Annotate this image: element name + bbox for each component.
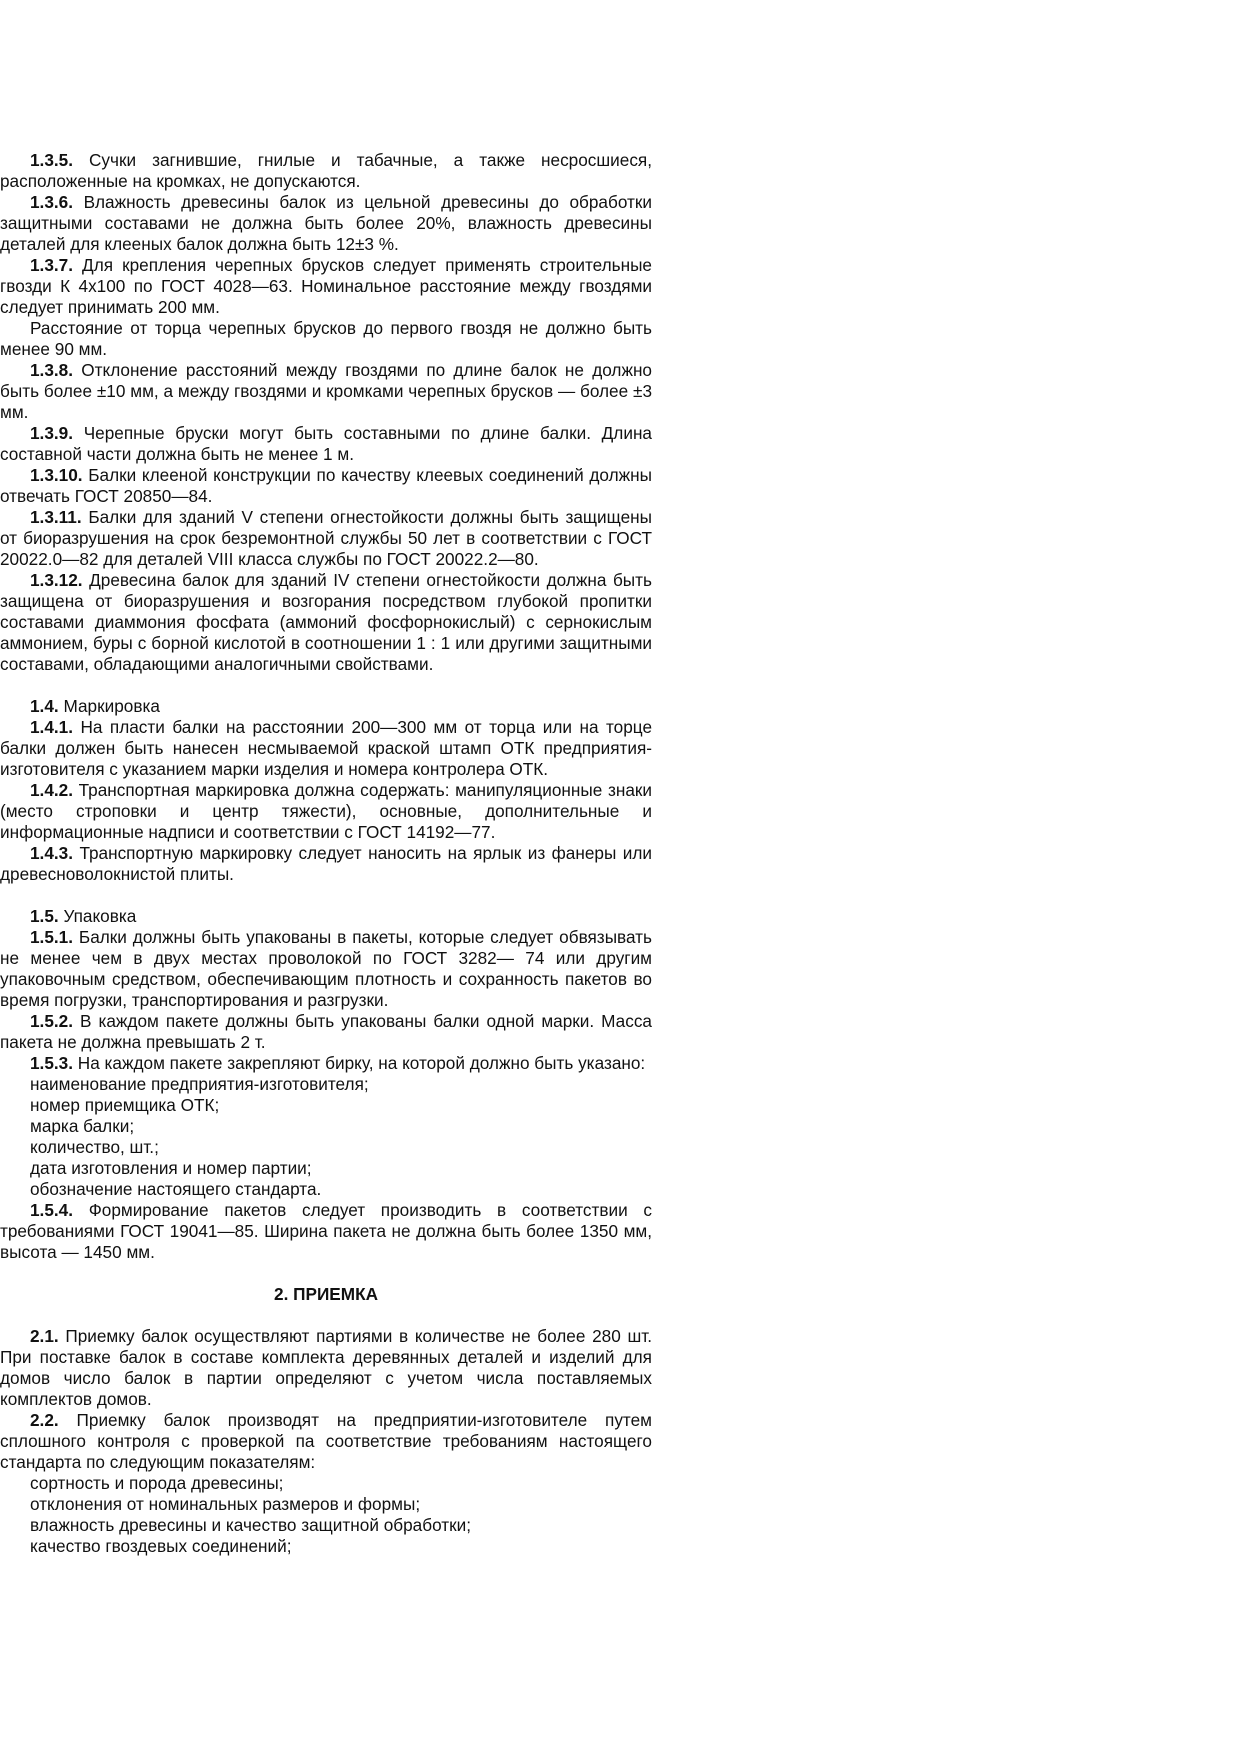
paragraph xyxy=(0,150,652,192)
paragraph-text: Упаковка xyxy=(58,906,137,926)
paragraph xyxy=(0,906,652,927)
paragraph-text: Древесина балок для зданий IV степени огнестойкости должна быть защищена от биоразрушения и возгорания посредством глубокой пропитки составами диаммония фосфата (аммоний фосфорнокислый) с сернокислым аммонием, буры с борной кислотой в соотношении 1 : 1 или другими защитными составами, обладающими аналогичными свойствами. xyxy=(0,570,652,674)
clause-number: 1.3.8. xyxy=(30,360,74,380)
paragraph xyxy=(0,696,652,717)
clause-number: 1.4.3. xyxy=(30,843,74,863)
paragraph xyxy=(0,1326,652,1410)
paragraph xyxy=(0,1200,652,1263)
list-item: количество, шт.; xyxy=(30,1137,159,1157)
paragraph-text: Черепные бруски могут быть составными по длине балки. Длина составной части должна быть не менее 1 м. xyxy=(0,423,652,464)
paragraph-text: Приемку балок производят на предприятии-изготовителе путем сплошного контроля с проверкой па соответствие требованиям настоящего стандарта по следующим показателям: xyxy=(0,1410,652,1472)
paragraph-text: На каждом пакете закрепляют бирку, на которой должно быть указано: xyxy=(73,1053,646,1073)
paragraph-text: Влажность древесины балок из цельной древесины до обработки защитными составами не должна быть более 20%, влажность древесины деталей для клееных балок должна быть 12±3 %. xyxy=(0,192,652,254)
clause-number: 1.5.3. xyxy=(30,1053,74,1073)
paragraph xyxy=(0,927,652,1011)
paragraph-text: Маркировка xyxy=(58,696,160,716)
list-item: номер приемщика ОТК; xyxy=(30,1095,220,1115)
list-item: обозначение настоящего стандарта. xyxy=(30,1179,322,1199)
clause-number: 1.5. xyxy=(30,906,59,926)
paragraph-text: Отклонение расстояний между гвоздями по длине балок не должно быть более ±10 мм, а между гвоздями и кромками черепных брусков — более ±3 мм. xyxy=(0,360,652,422)
paragraph xyxy=(0,717,652,780)
section-heading: 2. ПРИЕМКА xyxy=(274,1284,378,1304)
clause-number: 1.5.4. xyxy=(30,1200,74,1220)
paragraph xyxy=(0,423,652,465)
clause-number: 1.4.2. xyxy=(30,780,74,800)
list-item: влажность древесины и качество защитной обработки; xyxy=(30,1515,472,1535)
clause-number: 1.3.11. xyxy=(30,507,82,527)
paragraph xyxy=(0,318,652,360)
blank-line xyxy=(0,675,652,696)
clause-number: 1.3.10. xyxy=(30,465,83,485)
clause-number: 1.5.1. xyxy=(30,927,74,947)
list-item: дата изготовления и номер партии; xyxy=(30,1158,312,1178)
paragraph xyxy=(0,360,652,423)
paragraph xyxy=(0,843,652,885)
paragraph xyxy=(0,465,652,507)
paragraph-text: В каждом пакете должны быть упакованы балки одной марки. Масса пакета не должна превышать 2 т. xyxy=(0,1011,652,1052)
clause-number: 1.4.1. xyxy=(30,717,74,737)
list-item: отклонения от номинальных размеров и формы; xyxy=(30,1494,421,1514)
clause-number: 1.4. xyxy=(30,696,59,716)
paragraph-text: Расстояние от торца черепных брусков до первого гвоздя не должно быть менее 90 мм. xyxy=(0,318,652,359)
paragraph-text: Балки должны быть упакованы в пакеты, которые следует обвязывать не менее чем в двух местах проволокой по ГОСТ 3282— 74 или другим упаковочным средством, обеспечивающим плотность и сохранность пакетов во время погрузки, транспортирования и разгрузки. xyxy=(0,927,652,1010)
clause-number: 1.3.12. xyxy=(30,570,83,590)
paragraph-text: На пласти балки на расстоянии 200—300 мм от торца или на торце балки должен быть нанесен несмываемой краской штамп ОТК предприятия-изготовителя с указанием марки изделия и номера контролера ОТК. xyxy=(0,717,652,779)
paragraph xyxy=(0,1011,652,1053)
paragraph-text: Сучки загнившие, гнилые и табачные, а также несросшиеся, расположенные на кромках, не допускаются. xyxy=(0,150,652,191)
paragraph-text: Формирование пакетов следует производить в соответствии с требованиями ГОСТ 19041—85. Ширина пакета не должна быть более 1350 мм, высота — 1450 мм. xyxy=(0,1200,652,1262)
clause-number: 1.3.7. xyxy=(30,255,74,275)
clause-number: 1.3.5. xyxy=(30,150,74,170)
list-item: марка балки; xyxy=(30,1116,135,1136)
paragraph xyxy=(0,192,652,255)
paragraph-text: Транспортную маркировку следует наносить на ярлык из фанеры или древесноволокнистой плиты. xyxy=(0,843,652,884)
list-item: качество гвоздевых соединений; xyxy=(30,1536,292,1556)
paragraph-text: Балки для зданий V степени огнестойкости должны быть защищены от биоразрушения на срок безремонтной службы 50 лет в соответствии с ГОСТ 20022.0—82 для деталей VIII класса службы по ГОСТ 20022.2—80. xyxy=(0,507,652,569)
paragraph-text: Балки клееной конструкции по качеству клеевых соединений должны отвечать ГОСТ 20850—84. xyxy=(0,465,652,506)
paragraph xyxy=(0,780,652,843)
blank-line xyxy=(0,885,652,906)
paragraph-text: Для крепления черепных брусков следует применять строительные гвозди К 4х100 по ГОСТ 4028—63. Номинальное расстояние между гвоздями следует принимать 200 мм. xyxy=(0,255,652,317)
clause-number: 1.5.2. xyxy=(30,1011,74,1031)
paragraph xyxy=(0,255,652,318)
paragraph xyxy=(0,507,652,570)
clause-number: 1.3.9. xyxy=(30,423,74,443)
paragraph xyxy=(0,1053,652,1074)
list-item: наименование предприятия-изготовителя; xyxy=(30,1074,369,1094)
paragraph xyxy=(0,570,652,675)
blank-line xyxy=(0,1263,652,1284)
clause-number: 1.3.6. xyxy=(30,192,74,212)
list-item: сортность и порода древесины; xyxy=(30,1473,284,1493)
clause-number: 2.1. xyxy=(30,1326,59,1346)
blank-line xyxy=(0,1305,652,1326)
document-page xyxy=(0,150,652,1557)
paragraph-text: Приемку балок осуществляют партиями в количестве не более 280 шт. При поставке балок в составе комплекта деревянных деталей и изделий для домов число балок в партии определяют с учетом числа поставляемых комплектов домов. xyxy=(0,1326,652,1409)
paragraph-text: Транспортная маркировка должна содержать: манипуляционные знаки (место строповки и центр тяжести), основные, дополнительные и информационные надписи и соответствии с ГОСТ 14192—77. xyxy=(0,780,652,842)
clause-number: 2.2. xyxy=(30,1410,59,1430)
paragraph xyxy=(0,1410,652,1473)
